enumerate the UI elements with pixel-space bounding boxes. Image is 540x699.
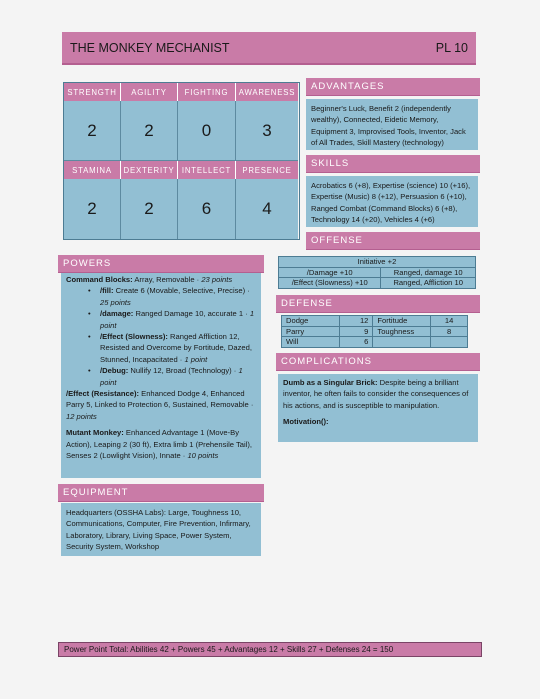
abilities-grid [63,82,300,240]
ability-value-intellect: 6 [178,179,236,239]
table-row [282,326,468,337]
ability-label-dexterity: DEXTERITY [121,161,178,179]
power-text: Create 6 (Movable, Selective, Precise) · [113,286,250,296]
list-item [90,331,256,365]
power-text: Ranged Damage 10, accurate 1 · [133,309,250,319]
complications-box [278,374,478,442]
defense-name: Toughness [373,326,431,337]
table-row [282,316,468,327]
character-name: THE MONKEY MECHANIST [70,40,230,55]
defense-value: 14 [431,316,468,327]
ability-value-agility: 2 [121,101,178,161]
ability-value-dexterity: 2 [121,179,178,239]
offense-attack: /Effect (Slowness) +10 [279,278,381,289]
initiative: Initiative +2 [279,257,476,268]
power-title: /fill: [100,286,114,296]
ability-label-agility: AGILITY [121,83,178,101]
defense-name [373,337,431,348]
power-text: Enhanced Dodge 4, Enhanced Parry 5, Linked to Protection 6, Sustained, Removable · [66,389,254,410]
defense-value: 12 [339,316,373,327]
power-title: Command Blocks: [66,275,133,284]
ability-label-stamina: STAMINA [64,161,121,179]
power-command-blocks [66,274,256,285]
defense-table [281,315,468,348]
ability-value-stamina: 2 [64,179,121,239]
list-item [90,308,256,331]
power-text: Nullify 12, Broad (Technology) · [128,366,239,376]
table-row [279,278,476,289]
power-text: Array, Removable · [132,275,202,284]
ability-value-strength: 2 [64,101,121,161]
complication-title: Dumb as a Singular Brick: [283,378,378,387]
powers-box [61,273,261,478]
defense-name: Parry [282,326,340,337]
defense-name: Fortitude [373,316,431,327]
list-item [90,365,256,388]
complication-entry [283,377,473,411]
power-cost: 1 point [100,366,243,387]
defense-name: Dodge [282,316,340,327]
power-point-total: Power Point Total: Abilities 42 + Powers 45 + Advantages 12 + Skills 27 + Defenses 24 = 150 [58,642,482,657]
defense-value: 6 [339,337,373,348]
power-mutant-monkey [66,427,256,461]
table-row [282,337,468,348]
power-cost: 12 points [66,411,97,421]
ability-value-fighting: 0 [178,101,236,161]
ability-label-strength: STRENGTH [64,83,121,101]
complications-heading: COMPLICATIONS [276,353,480,371]
ability-value-awareness: 3 [236,101,298,161]
defense-value: 9 [339,326,373,337]
advantages-heading: ADVANTAGES [306,78,480,96]
complication-text: Despite being a brilliant inventor, he often fails to consider the consequences of his actions, and is susceptible to manipulation. [283,378,469,410]
power-level: PL 10 [435,40,468,55]
defense-name: Will [282,337,340,348]
ability-label-awareness: AWARENESS [236,83,298,101]
powers-heading: POWERS [58,255,264,273]
offense-effect: Ranged, Affliction 10 [381,278,476,289]
power-title: Mutant Monkey: [66,428,124,438]
equipment-text: Headquarters (OSSHA Labs): Large, Toughness 10, Communications, Computer, Fire Prevention, Infirmary, Laboratory, Library, Living Space, Power System, Security System, Workshop [61,503,261,556]
power-text: Ranged Affliction 12, Resisted and Overcome by Fortitude, Dazed, Stunned, Incapacitated · [100,332,252,364]
offense-attack: /Damage +10 [279,267,381,278]
power-cost: 23 points [201,275,233,284]
defense-heading: DEFENSE [276,295,480,313]
skills-heading: SKILLS [306,155,480,173]
power-title: /Effect (Slowness): [100,332,168,342]
power-title: /damage: [100,309,134,319]
power-cost: 1 point [100,309,255,330]
power-title: /Effect (Resistance): [66,389,140,399]
power-title: /Debug: [100,366,129,376]
offense-effect: Ranged, damage 10 [381,267,476,278]
ability-label-intellect: INTELLECT [178,161,236,179]
ability-value-presence: 4 [236,179,298,239]
list-item [90,285,256,308]
power-cost: 1 point [184,354,208,364]
power-cost: 10 points [187,451,219,461]
character-header [62,32,476,65]
defense-value [431,337,468,348]
power-text: Enhanced Advantage 1 (Move-By Action), Leaping 2 (30 ft), Extra limb 1 (Prehensile Tail), Senses 2 (Lowlight Vision), Innate · [66,428,252,461]
table-row [279,267,476,278]
power-resistance [66,388,256,422]
ability-label-fighting: FIGHTING [178,83,236,101]
skills-text: Acrobatics 6 (+8), Expertise (science) 10 (+16), Expertise (Music) 8 (+12), Persuasion 6 (+10), Ranged Combat (Command Blocks) 6 (+8), Technology 14 (+20), Vehicles 4 (+6) [306,176,478,227]
power-cost: 25 points [100,297,131,307]
ability-label-presence: PRESENCE [236,161,298,179]
offense-heading: OFFENSE [306,232,480,250]
equipment-heading: EQUIPMENT [58,484,264,502]
defense-value: 8 [431,326,468,337]
advantages-text: Beginner's Luck, Benefit 2 (independently wealthy), Connected, Eidetic Memory, Equipment 3, Improvised Tools, Inventor, Jack of All Trades, Skill Mastery (technology) [306,99,478,150]
offense-table [278,256,476,289]
command-block-list [66,285,256,388]
motivation-title: Motivation(): [283,417,329,427]
